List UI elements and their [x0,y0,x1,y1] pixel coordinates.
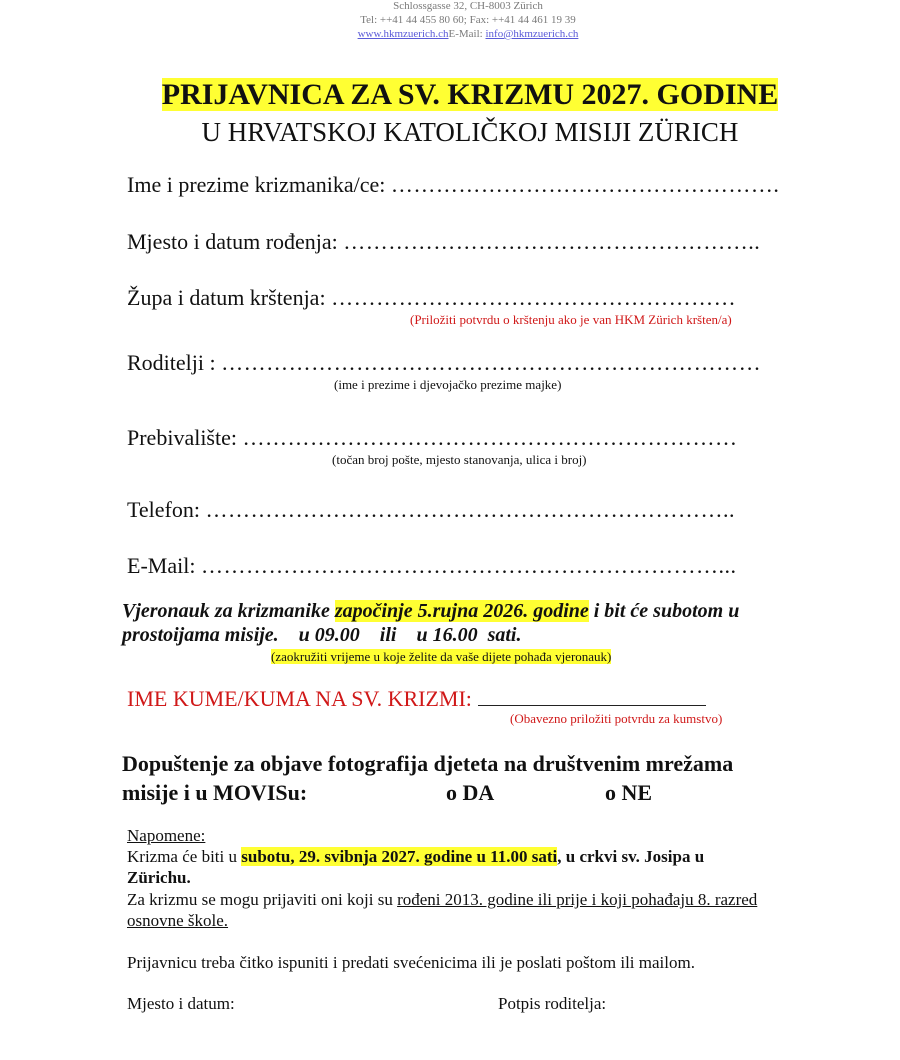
field-phone-blank[interactable]: …………………………………………………………….. [205,497,735,522]
field-birth-blank[interactable]: ……………………………………………….. [343,229,761,254]
website-link[interactable]: www.hkmzuerich.ch [357,28,449,40]
header-phone: Tel: ++41 44 455 80 60; Fax: ++41 44 461 19 39 [360,14,576,26]
email-label: E-Mail: [448,28,486,40]
field-residence[interactable] [127,425,737,451]
field-baptism[interactable] [127,285,736,311]
form-subtitle: U HRVATSKOJ KATOLIČKOJ MISIJI ZÜRICH [201,117,739,147]
form-title: PRIJAVNICA ZA SV. KRIZMU 2027. GODINE [161,78,779,111]
eligibility-text: rođeni 2013. godine ili prije i koji pohađaju 8. razred [397,890,758,909]
email-link[interactable]: info@hkmzuerich.ch [485,28,579,40]
napomene-line3: Za krizmu se mogu prijaviti oni koji su rođeni 2013. godine ili prije i koji pohađaju 8. razred [127,890,758,909]
kuma-field[interactable] [127,685,706,712]
header-contact [0,28,900,40]
field-phone[interactable] [127,497,735,523]
field-parents-blank[interactable]: ……………………………………………………………… [221,350,762,375]
header-address: Schlossgasse 32, CH-8003 Zürich [393,0,543,12]
vjeronauk-start-date: započinje 5.rujna 2026. godine [334,600,589,622]
parents-note: (ime i prezime i djevojačko prezime majke) [334,377,562,392]
field-email-blank[interactable]: ……………………………………………………………... [200,553,737,578]
field-name[interactable] [127,172,779,198]
napomene-line4: osnovne škole. [127,911,229,930]
field-parents[interactable] [127,350,761,376]
instruction-text: Prijavnicu treba čitko ispuniti i predati svećenicima ili je poslati poštom ili mailom. [127,953,695,972]
vjeronauk-line2: prostoijama misije. u 09.00 ili u 16.00 sati. [122,624,522,646]
confirmation-date: subotu, 29. svibnja 2027. godine u 11.00 sati [241,847,558,866]
napomene-line2: Zürichu. [127,868,191,887]
field-email-label: E-Mail: [127,553,196,578]
baptism-note: (Priložiti potvrdu o krštenju ako je van HKM Zürich kršten/a) [410,312,732,327]
permission-line2: misije i u MOVISu: [122,780,308,805]
field-residence-label: Prebivalište: [127,425,237,450]
field-baptism-label: Župa i datum krštenja: [127,285,326,310]
field-name-label: Ime i prezime krizmanika/ce: [127,172,386,197]
napomene-heading: Napomene: [127,826,206,845]
napomene-line1: Krizma će biti u subotu, 29. svibnja 2027. godine u 11.00 sati, u crkvi sv. Josipa u [127,847,705,866]
signature-label: Potpis roditelja: [498,994,607,1013]
place-date-label: Mjesto i datum: [127,994,235,1013]
field-name-blank[interactable]: ……………………………………………. [390,172,780,197]
field-residence-blank[interactable]: ………………………………………………………… [242,425,738,450]
field-parents-label: Roditelji : [127,350,216,375]
vjeronauk-line1: Vjeronauk za krizmanike započinje 5.rujna 2026. godine i bit će subotom u [122,600,740,622]
field-birth[interactable] [127,229,760,255]
option-yes[interactable]: o DA [446,780,495,805]
kuma-label: IME KUME/KUMA NA SV. KRIZMI: [127,686,472,711]
field-birth-label: Mjesto i datum rođenja: [127,229,338,254]
field-phone-label: Telefon: [127,497,200,522]
field-email[interactable] [127,553,736,579]
vjeronauk-note: (zaokružiti vrijeme u koje želite da vaše dijete pohađa vjeronauk) [271,649,612,664]
kuma-note: (Obavezno priložiti potvrdu za kumstvo) [510,711,723,726]
option-no[interactable]: o NE [605,780,653,805]
permission-line1: Dopuštenje za objave fotografija djeteta na društvenim mrežama [122,751,734,776]
field-baptism-blank[interactable]: ……………………………………………… [331,285,737,310]
kuma-blank[interactable] [478,685,706,706]
residence-note: (točan broj pošte, mjesto stanovanja, ulica i broj) [332,452,587,467]
